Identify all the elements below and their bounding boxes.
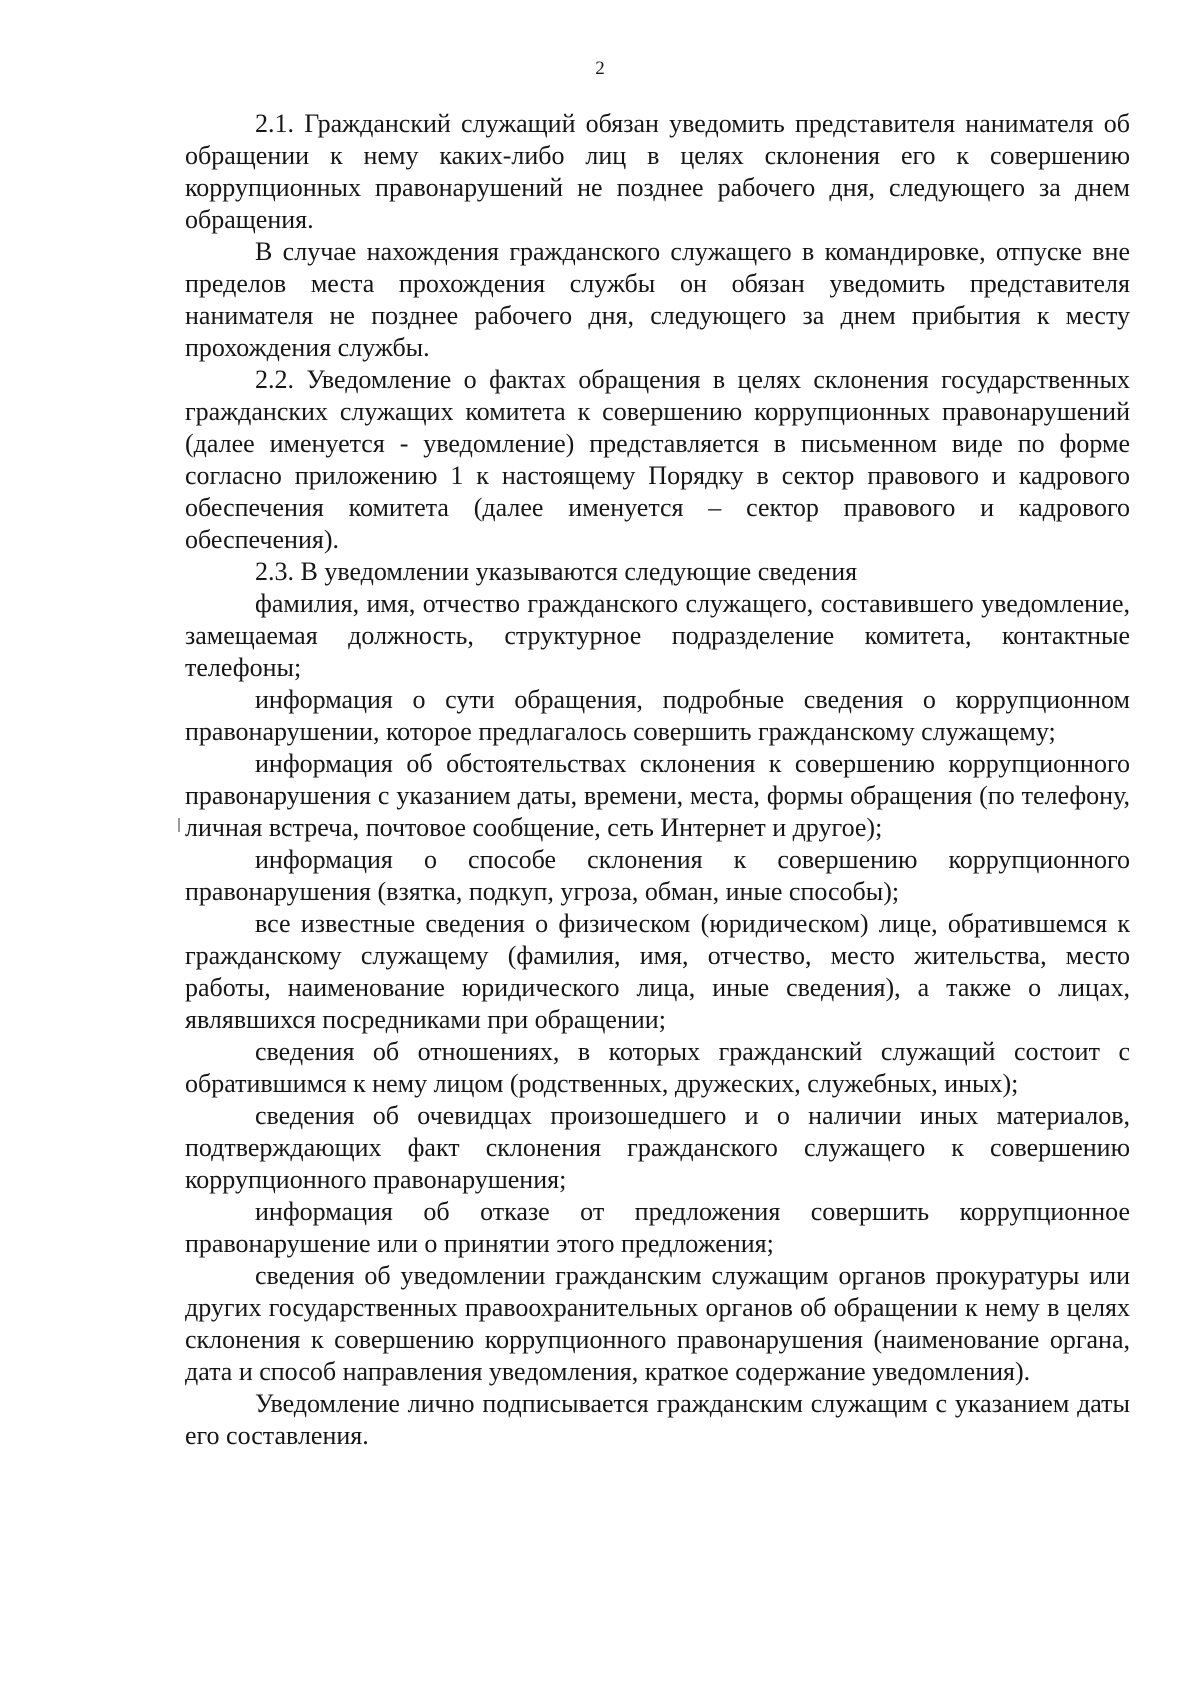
list-item-method: информация о способе склонения к совершению коррупционного правонарушения (взятка, подкуп, угроза, обман, иные способы);: [185, 845, 1130, 906]
list-item-refusal: информация об отказе от предложения совершить коррупционное правонарушение или о принятии этого предложения;: [185, 1197, 1130, 1258]
list-item-prosecution-notice: сведения об уведомлении гражданским служащим органов прокуратуры или других государственных правоохранительных органов об обращении к нему в целях склонения к совершению коррупционного правонарушения (наименование органа, дата и способ направления уведомления, краткое содержание уведомления).: [185, 1261, 1130, 1386]
paragraph-business-trip: В случае нахождения гражданского служащего в командировке, отпуске вне пределов места прохождения службы он обязан уведомить представителя нанимателя не позднее рабочего дня, следующего за днем прибытия к месту прохождения службы.: [185, 237, 1130, 362]
list-item-circumstances: информация об обстоятельствах склонения к совершению коррупционного правонарушения с указанием даты, времени, места, формы обращения (по телефону, личная встреча, почтовое сообщение, сеть Интернет и другое);: [185, 749, 1130, 842]
list-item-person-info: все известные сведения о физическом (юридическом) лице, обратившемся к гражданскому служащему (фамилия, имя, отчество, место жительства, место работы, наименование юридического лица, иные сведения), а также о лицах, являвшихся посредниками при обращении;: [185, 909, 1130, 1034]
page-number: 2: [595, 58, 605, 79]
list-item-full-name: фамилия, имя, отчество гражданского служащего, составившего уведомление, замещаемая должность, структурное подразделение комитета, контактные телефоны;: [185, 589, 1130, 682]
document-body: [185, 108, 1130, 1452]
paragraph-2-3: 2.3. В уведомлении указываются следующие сведения: [255, 557, 858, 586]
paragraph-2-2: 2.2. Уведомление о фактах обращения в целях склонения государственных гражданских служащих комитета к совершению коррупционных правонарушений (далее именуется - уведомление) представляется в письменном виде по форме согласно приложению 1 к настоящему Порядку в сектор правового и кадрового обеспечения комитета (далее именуется – сектор правового и кадрового обеспечения).: [185, 365, 1130, 554]
list-item-witnesses: сведения об очевидцах произошедшего и о наличии иных материалов, подтверждающих факт склонения гражданского служащего к совершению коррупционного правонарушения;: [185, 1101, 1130, 1194]
paragraph-2-1: 2.1. Гражданский служащий обязан уведомить представителя нанимателя об обращении к нему каких-либо лиц в целях склонения его к совершению коррупционных правонарушений не позднее рабочего дня, следующего за днем обращения.: [185, 109, 1130, 234]
list-item-relations: сведения об отношениях, в которых гражданский служащий состоит с обратившимся к нему лицом (родственных, дружеских, служебных, иных);: [185, 1037, 1130, 1098]
scan-artifact: [178, 818, 180, 832]
paragraph-signature: Уведомление лично подписывается гражданским служащим с указанием даты его составления.: [185, 1389, 1130, 1450]
list-item-essence: информация о сути обращения, подробные сведения о коррупционном правонарушении, которое предлагалось совершить гражданскому служащему;: [185, 685, 1130, 746]
